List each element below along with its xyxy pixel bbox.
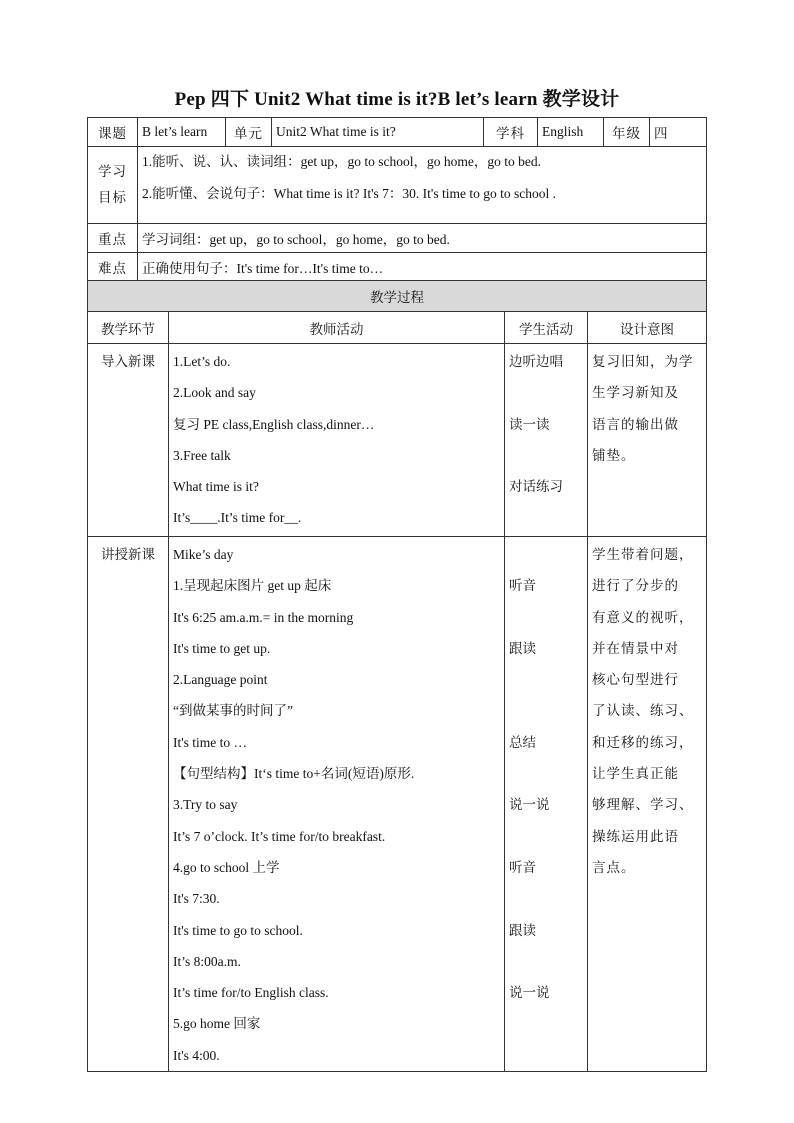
intro-intent-line: 生学习新知及 <box>592 385 679 401</box>
info-row-goals <box>88 147 707 224</box>
new-teacher-line: It’s 7 o’clock. It’s time for/to breakfast. <box>173 828 386 844</box>
goal-1: 1.能听、说、认、读词组：get up，go to school，go home，go to bed. <box>142 154 541 169</box>
new-student-line <box>509 821 583 852</box>
intro-stage <box>88 344 169 537</box>
new-intent-line: 学生带着问题， <box>592 547 694 562</box>
grade-value: 四 <box>650 118 707 147</box>
new-teacher <box>169 537 505 1072</box>
process-header-row <box>88 312 707 344</box>
goal-2: 2.能听懂、会说句子：What time is it? It's 7：30. It's time to go to school . <box>142 186 556 201</box>
new-student-line <box>509 664 583 695</box>
new-teacher-line: 5.go home 回家 <box>173 1016 261 1032</box>
subject-value: English <box>538 118 604 147</box>
new-teacher-line: 2.Language point <box>173 672 268 688</box>
intro-teacher-line: It’s____.It’s time for__. <box>173 510 302 526</box>
process-row-new <box>88 537 707 1072</box>
new-student-line: 说一说 <box>509 985 550 1001</box>
header-teacher: 教师活动 <box>169 312 505 344</box>
info-row-difficulty <box>88 253 707 282</box>
process-row-intro <box>88 344 707 537</box>
new-student-line: 说一说 <box>509 797 550 813</box>
intro-student-line: 边听边唱 <box>509 354 563 369</box>
goals-content <box>138 147 707 224</box>
intro-teacher-line: 2.Look and say <box>173 385 256 401</box>
intro-teacher-line: 1.Let’s do. <box>173 354 231 369</box>
subject-label: 学科 <box>484 118 538 147</box>
new-teacher-line: 【句型结构】It‘s time to+名词(短语)原形. <box>173 766 415 782</box>
new-teacher-line: It's 4:00. <box>173 1047 220 1063</box>
new-teacher-line: Mike’s day <box>173 547 234 562</box>
topic-value: B let’s learn <box>138 118 226 147</box>
new-stage <box>88 537 169 1072</box>
intro-intent-line: 语言的输出做 <box>592 416 679 432</box>
new-intent-line: 有意义的视听， <box>592 609 694 625</box>
new-intent-line: 让学生真正能 <box>592 766 679 782</box>
difficulty-label: 难点 <box>88 253 138 282</box>
new-intent-line: 言点。 <box>592 859 636 875</box>
new-intent <box>588 537 707 1072</box>
new-student-line <box>509 539 583 570</box>
new-stage-label: 讲授新课 <box>101 547 155 562</box>
goals-label-line-1: 学习 <box>98 164 127 179</box>
new-intent-line: 了认读、练习、 <box>592 703 694 719</box>
intro-stage-label: 导入新课 <box>101 354 155 369</box>
new-intent-line: 操练运用此语 <box>592 828 679 844</box>
new-student-line <box>509 1008 583 1039</box>
new-intent-line: 核心句型进行 <box>592 672 679 688</box>
process-table <box>87 280 707 1072</box>
new-intent-line: 并在情景中对 <box>592 640 679 656</box>
new-teacher-line: It's 6:25 am.a.m.= in the morning <box>173 609 354 625</box>
new-student-line <box>509 758 583 789</box>
new-intent-line: 够理解、学习、 <box>592 797 694 813</box>
new-teacher-line: 4.go to school 上学 <box>173 859 280 875</box>
new-teacher-line: “到做某事的时间了” <box>173 703 293 719</box>
intro-student-line: 读一读 <box>509 416 550 432</box>
new-teacher-line: It's 7:30. <box>173 891 220 907</box>
process-section-title: 教学过程 <box>88 281 707 312</box>
unit-label: 单元 <box>226 118 272 147</box>
new-teacher-line: 1.呈现起床图片 get up 起床 <box>173 578 332 594</box>
intro-student <box>505 344 588 537</box>
intro-intent <box>588 344 707 537</box>
new-teacher-line: 3.Try to say <box>173 797 238 813</box>
intro-intent-line: 复习旧知，为学 <box>592 354 694 369</box>
info-row-topic <box>88 118 707 147</box>
new-teacher-line: It's time to go to school. <box>173 922 303 938</box>
key-label: 重点 <box>88 224 138 253</box>
new-teacher-line: It’s time for/to English class. <box>173 985 329 1001</box>
new-student-line: 跟读 <box>509 922 536 938</box>
new-student-line: 总结 <box>509 734 536 750</box>
header-intent: 设计意图 <box>588 312 707 344</box>
new-teacher-line: It’s 8:00a.m. <box>173 953 241 969</box>
intro-teacher-line: 3.Free talk <box>173 447 231 463</box>
grade-label: 年级 <box>604 118 650 147</box>
new-student-line <box>509 883 583 914</box>
new-student <box>505 537 588 1072</box>
intro-teacher-line: 复习 PE class,English class,dinner… <box>173 416 375 432</box>
new-student-line: 跟读 <box>509 640 536 656</box>
new-teacher-line: It's time to get up. <box>173 640 271 656</box>
intro-student-line <box>509 377 583 408</box>
intro-teacher-line: What time is it? <box>173 479 259 495</box>
new-teacher-line: It's time to … <box>173 734 248 750</box>
info-table <box>87 117 707 282</box>
header-student: 学生活动 <box>505 312 588 344</box>
unit-value: Unit2 What time is it? <box>272 118 484 147</box>
topic-label: 课题 <box>88 118 138 147</box>
goals-label-line-2: 目标 <box>98 190 127 205</box>
new-student-line <box>509 1040 583 1071</box>
new-intent-line: 和迁移的练习， <box>592 734 694 750</box>
new-intent-line: 进行了分步的 <box>592 578 679 594</box>
new-student-line: 听音 <box>509 578 536 594</box>
intro-student-line <box>509 502 583 533</box>
intro-intent-line: 铺垫。 <box>592 447 636 463</box>
new-student-line <box>509 602 583 633</box>
key-value: 学习词组：get up，go to school，go home，go to bed. <box>138 224 707 253</box>
intro-teacher <box>169 344 505 537</box>
new-student-line: 听音 <box>509 859 536 875</box>
new-student-line <box>509 946 583 977</box>
page-title: Pep 四下 Unit2 What time is it?B let’s learn 教学设计 <box>174 89 620 110</box>
header-stage: 教学环节 <box>88 312 169 344</box>
goals-label <box>88 147 138 224</box>
info-row-key <box>88 224 707 253</box>
difficulty-value: 正确使用句子：It's time for…It's time to… <box>138 253 707 282</box>
intro-student-line <box>509 440 583 471</box>
intro-student-line: 对话练习 <box>509 479 563 495</box>
new-student-line <box>509 695 583 726</box>
